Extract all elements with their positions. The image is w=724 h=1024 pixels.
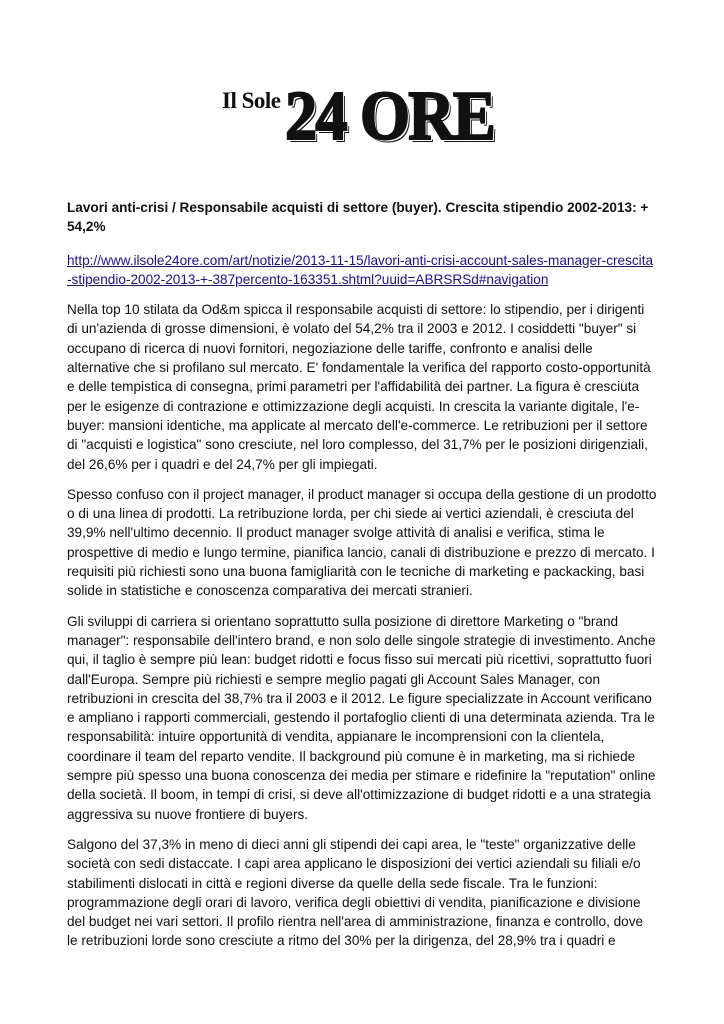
logo-text-small: Il Sole xyxy=(222,88,281,113)
paragraph-3: Gli sviluppi di carriera si orientano soprattutto sulla posizione di direttore Marketing o "brand manager": responsabile dell'intero brand, e non solo delle singole strategie di investimento. Anche qui, il taglio è sempre più lean: budget ridotti e focus fisso sui mercati più ricettivi, soprattutto fuori dall'Europa. Sempre più richiesti e sempre meglio pagati gli Account Sales Manager, con retribuzioni in crescita del 38,7% tra il 2003 e il 2012. Le figure specializzate in Account verificano e ampliano i rapporti commerciali, gestendo il portafoglio clienti di una determinata azienda. Tra le responsabilità: intuire opportunità di vendita, appianare le incomprensioni con la clientela, coordinare il team del reparto vendite. Il background più comune è in marketing, ma si richiede sempre più spesso una buona conoscenza dei media per stimare e ridefinire la "reputation" online della società. Il boom, in tempi di crisi, si deve all'ottimizzazione di budget ridotti e a una strategia aggressiva su nuove frontiere di buyers. xyxy=(67,613,656,822)
paragraph-2: Spesso confuso con il project manager, il product manager si occupa della gestione di un prodotto o di una linea di prodotti. La retribuzione lorda, per chi siede ai vertici aziendali, è cresciuta del 39,9% nell'ultimo decennio. Il product manager svolge attività di analisi e verifica, stima le prospettive di medio e lungo termine, pianifica lancio, canali di distribuzione e prezzo di mercato. I requisiti più richiesti sono una buona famigliarità con le tecniche di marketing e packacking, basi solide in statistiche e conoscenza comparativa dei mercati stranieri. xyxy=(67,486,657,599)
logo-text-big: 24 ORE xyxy=(285,78,495,155)
article-body xyxy=(67,198,657,962)
paragraph-4: Salgono del 37,3% in meno di dieci anni gli stipendi dei capi area, le "teste" organizzative delle società con sedi distaccate. I capi area applicano le disposizioni dei vertici aziendali su filiali e/o stabilimenti dislocati in città e regioni diverse da quelle della sede fiscale. Tra le funzioni: programmazione degli orari di lavoro, verifica degli obiettivi di vendita, pianificazione e divisione del budget nei vari settori. Il profilo rientra nell'area di amministrazione, finanza e controllo, dove le retribuzioni lorde sono cresciute a ritmo del 30% per la dirigenza, del 28,9% tra i quadri e xyxy=(67,836,644,949)
article-title: Lavori anti-crisi / Responsabile acquisti di settore (buyer). Crescita stipendio 2002-2013: + 54,2% xyxy=(67,200,649,235)
source-url-link[interactable]: http://www.ilsole24ore.com/art/notizie/2013-11-15/lavori-anti-crisi-account-sales-manager-crescita-stipendio-2002-2013-+-387percento-163351.shtml?uuid=ABRSRSd#navigation xyxy=(67,252,654,287)
paragraph-1: Nella top 10 stilata da Od&m spicca il responsabile acquisti di settore: lo stipendio, per i dirigenti di un'azienda di grosse dimensioni, è volato del 54,2% tra il 2003 e 2012. I cosiddetti "buyer" si occupano di ricerca di nuovi fornitori, negoziazione delle tariffe, confronto e analisi delle alternative che si profilano sul mercato. E' fondamentale la verifica del rapporto costo-opportunità e delle tempistica di consegna, primi parametri per l'affidabilità dei partner. La figura è cresciuta per le esigenze di contrazione e ottimizzazione degli acquisti. In crescita la variante digitale, l'e-buyer: mansioni identiche, ma applicate al mercato dell'e-commerce. Le retribuzioni per il settore di "acquisti e logistica" sono cresciute, nel loro complesso, del 31,7% per le posizioni dirigenziali, del 26,6% per i quadri e del 24,7% per gli impiegati. xyxy=(67,302,651,472)
newspaper-logo xyxy=(222,78,504,158)
